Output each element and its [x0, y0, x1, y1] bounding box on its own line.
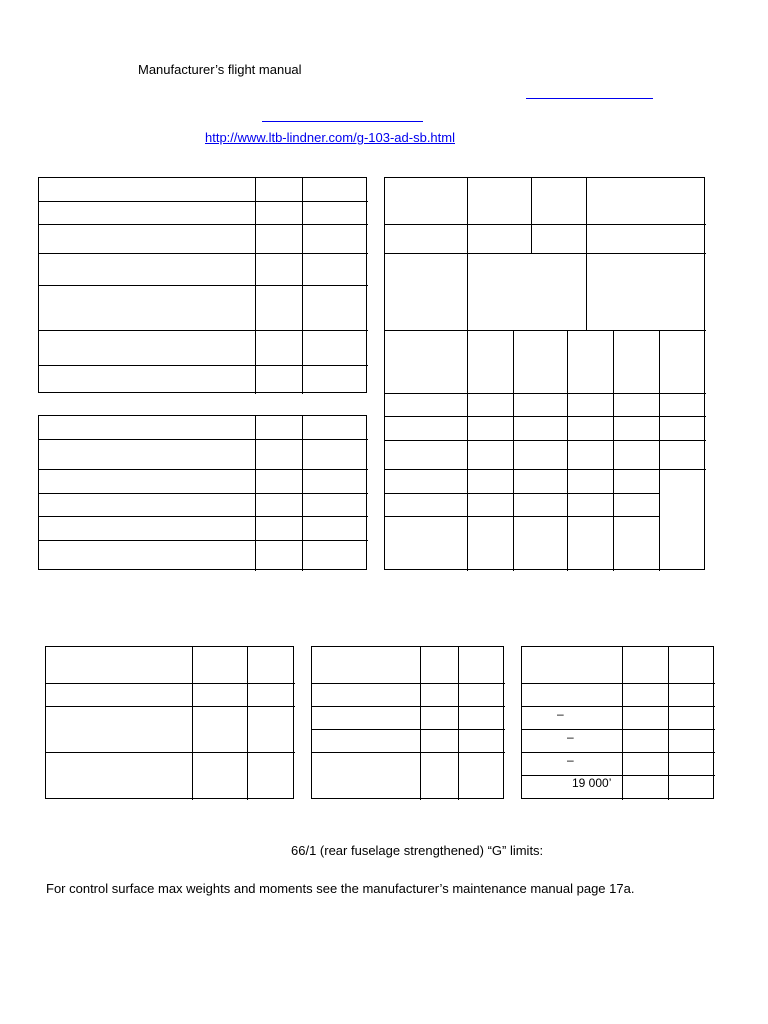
cell-altitude: 19 000’ [572, 776, 612, 790]
cell-dash: – [557, 707, 564, 721]
g-limits-heading: 66/1 (rear fuselage strengthened) “G” limits: [291, 843, 544, 858]
table-bottom-1 [45, 646, 294, 799]
table-middle-left [38, 415, 367, 570]
blank-hyperlink-underline[interactable] [262, 121, 423, 122]
document-title: Manufacturer’s flight manual [138, 62, 302, 77]
control-surface-note: For control surface max weights and moments see the manufacturer’s maintenance manual page 17a. [46, 881, 635, 896]
table-bottom-2 [311, 646, 504, 799]
cell-dash: – [567, 753, 574, 767]
table-bottom-3 [521, 646, 714, 799]
table-right [384, 177, 705, 570]
cell-dash: – [567, 730, 574, 744]
ltb-lindner-link[interactable]: http://www.ltb-lindner.com/g-103-ad-sb.html [205, 130, 455, 145]
table-top-left [38, 177, 367, 393]
blank-hyperlink-underline[interactable] [526, 98, 653, 99]
